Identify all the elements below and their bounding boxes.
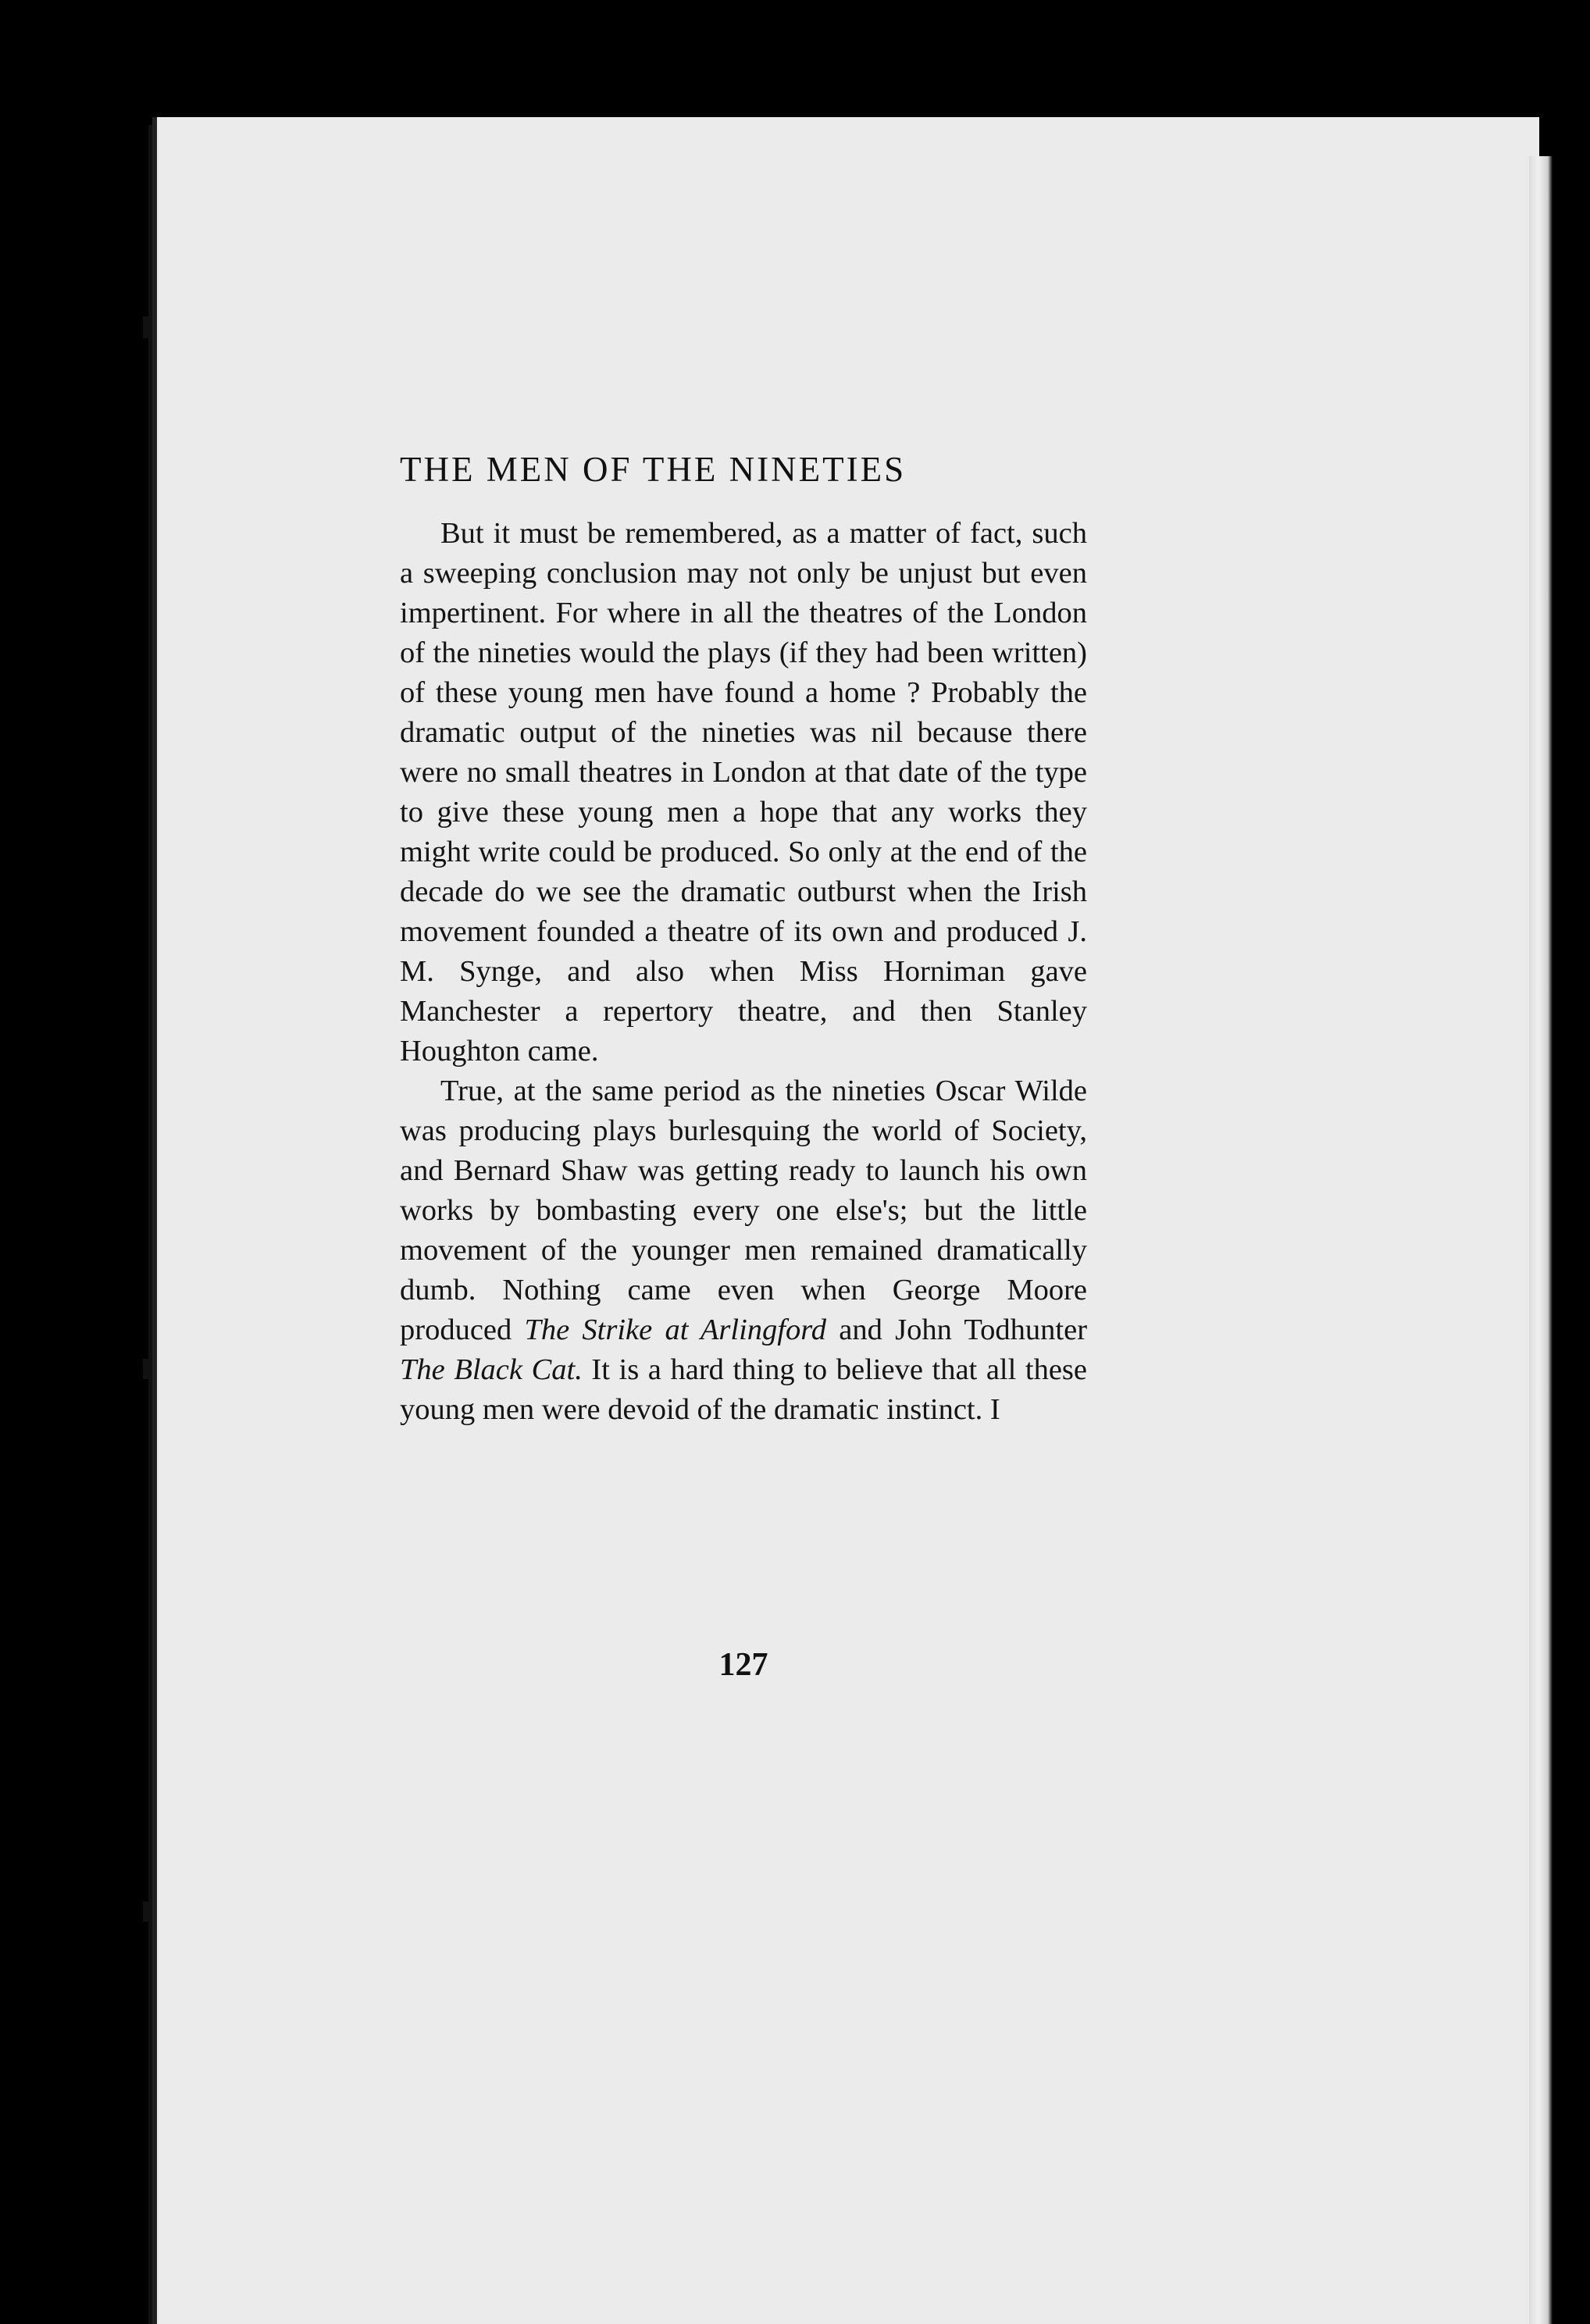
running-head: THE MEN OF THE NINETIES (400, 450, 907, 489)
text-run: True, at the same period as the nineties Oscar Wilde was producing plays burlesquing the world of Society, and Bernard Shaw was getting ready to launch his own works by bombasting every one else's; but the little movement of the younger men remained dramatically dumb. Nothing came even when George Moore produced (400, 1075, 1087, 1346)
binding-mark (143, 316, 152, 338)
binding-mark (143, 1902, 152, 1922)
work-title: The Strike at Arlingford (524, 1313, 827, 1346)
binding-mark (143, 1359, 152, 1379)
paragraph (400, 1071, 1087, 1430)
paragraph: But it must be remembered, as a matter of fact, such a sweeping conclusion may not only be unjust but even impertinent. For where in all the theatres of the London of the nineties would the plays (if they had been written) of these young men have found a home ? Probably the dramatic output of the nineties was nil because there were no small theatres in London at that date of the type to give these young men a hope that any works they might write could be produced. So only at the end of the decade do we see the dramatic outburst when the Irish movement founded a theatre of its own and produced J. M. Synge, and also when Miss Horniman gave Manchester a repertory theatre, and then Stanley Houghton came. (400, 517, 1087, 1068)
text-run: and John Todhunter (839, 1313, 1088, 1346)
text-run: It is a hard thing to believe that all these young men were devoid of the dramatic instinct. I (400, 1353, 1087, 1426)
page-edge (1529, 156, 1553, 2324)
work-title: The Black Cat. (400, 1353, 583, 1386)
page-number: 127 (718, 1647, 768, 1683)
body-text (400, 514, 1087, 1430)
